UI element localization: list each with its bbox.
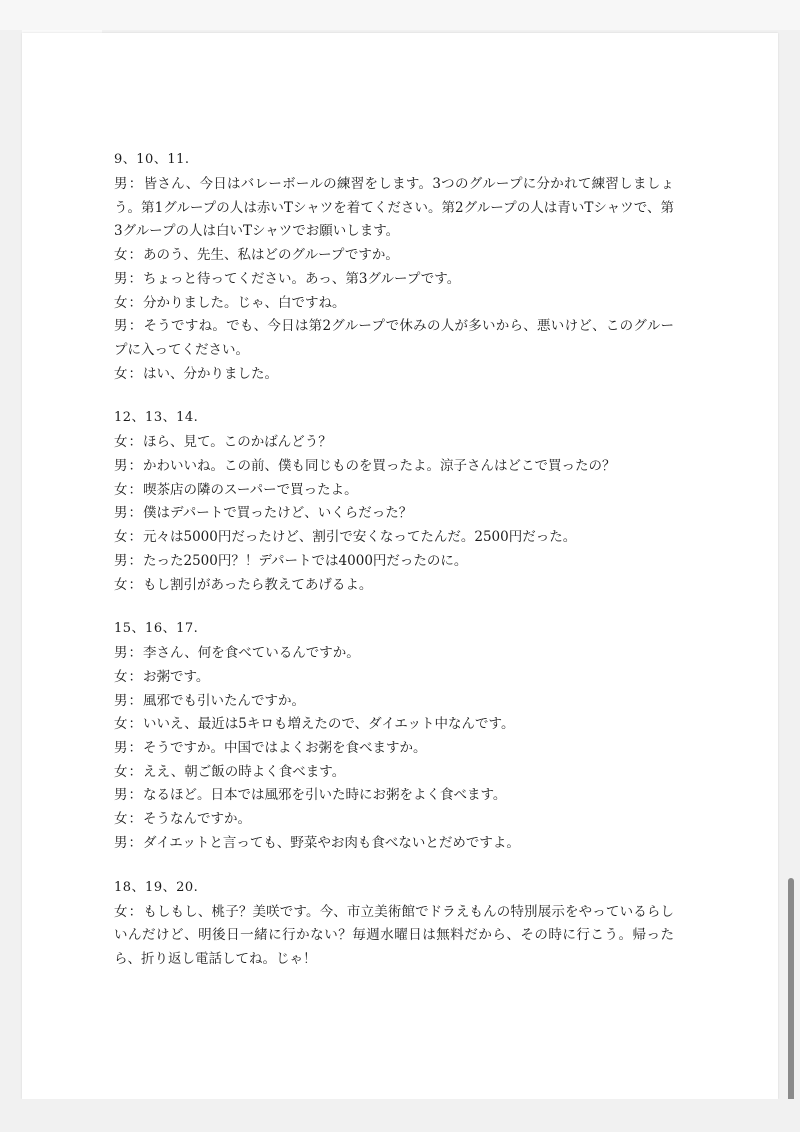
dialogue-line (114, 761, 674, 785)
speaker-separator: ： (128, 787, 142, 804)
dialogue-line (114, 502, 674, 526)
dialogue-text: たった2500円？！デパートでは4000円だったのに。 (143, 552, 468, 569)
dialogue-text: ほら、見て。このかばんどう？ (143, 434, 332, 451)
dialogue-text: ダイエットと言っても、野菜やお肉も食べないとだめですよ。 (143, 834, 520, 851)
section-number: 15、16、17. (114, 621, 199, 637)
dialogue-text: 喫茶店の隣のスーパーで買ったよ。 (143, 481, 358, 498)
dialogue-text: 風邪でも引いたんですか。 (143, 692, 305, 709)
section-number: 9、10、11. (114, 152, 190, 167)
dialogue-line (114, 901, 674, 972)
dialogue-text: もしもし、桃子？美咲です。今、市立美術館でドラえもんの特別展示をやっているらしいんだけど、明後日一緒に行かない？毎週水曜日は無料だから、その時に行こう。帰ったら、折り返し電話してね。じゃ！ (114, 903, 675, 967)
speaker-separator: ： (128, 763, 142, 780)
speaker-separator: ： (128, 247, 142, 264)
speaker-label: 女 (114, 716, 128, 733)
speaker-label: 男 (114, 505, 128, 522)
speaker-label: 男 (114, 787, 128, 804)
transcript-section (114, 619, 674, 855)
speaker-separator: ： (128, 576, 142, 593)
speaker-separator: ： (128, 692, 142, 709)
dialogue-line (114, 574, 674, 598)
dialogue-text: いいえ、最近は5キロも増えたので、ダイエット中なんです。 (143, 716, 515, 733)
dialogue-text: 元々は5000円だったけど、割引で安くなってたんだ。2500円だった。 (143, 529, 577, 546)
dialogue-line (114, 642, 674, 666)
speaker-label: 男 (114, 645, 128, 662)
speaker-separator: ： (128, 903, 143, 920)
speaker-separator: ： (128, 645, 142, 662)
viewer-bottom-area (0, 1099, 800, 1132)
dialogue-line (114, 315, 674, 362)
dialogue-line (114, 431, 674, 455)
dialogue-text: もし割引があったら教えてあげるよ。 (143, 576, 373, 593)
speaker-label: 女 (114, 434, 128, 451)
transcript-content (114, 150, 674, 994)
speaker-separator: ： (128, 716, 142, 733)
speaker-label: 男 (114, 692, 128, 709)
dialogue-text: 皆さん、今日はバレーボールの練習をします。3つのグループに分かれて練習しましょう。第1グループの人は赤いTシャツを着てください。第2グループの人は青いTシャツで、第3グループの人は白いTシャツでお願いします。 (114, 176, 675, 240)
dialogue-line (114, 292, 674, 316)
dialogue-text: かわいいね。この前、僕も同じものを買ったよ。涼子さんはどこで買ったの？ (143, 458, 616, 475)
speaker-label: 女 (114, 763, 128, 780)
speaker-separator: ： (128, 505, 142, 522)
speaker-label: 女 (114, 365, 128, 382)
speaker-label: 男 (114, 740, 128, 757)
speaker-separator: ： (128, 434, 142, 451)
dialogue-line (114, 832, 674, 856)
speaker-separator: ： (128, 811, 142, 828)
transcript-section (114, 878, 674, 972)
dialogue-text: なるほど。日本では風邪を引いた時にお粥をよく食べます。 (143, 787, 507, 804)
transcript-section (114, 150, 674, 386)
dialogue-text: そうですね。でも、今日は第2グループで休みの人が多いから、悪いけど、このグループに入ってください。 (114, 318, 674, 358)
dialogue-line (114, 363, 674, 387)
speaker-label: 男 (114, 458, 128, 475)
speaker-separator: ： (128, 668, 142, 685)
dialogue-line (114, 784, 674, 808)
dialogue-text: ええ、朝ご飯の時よく食べます。 (143, 763, 346, 780)
speaker-separator: ： (128, 365, 142, 382)
speaker-separator: ： (128, 270, 142, 287)
dialogue-text: あのう、先生、私はどのグループですか。 (143, 247, 399, 264)
dialogue-text: 分かりました。じゃ、白ですね。 (143, 294, 346, 311)
speaker-separator: ： (128, 481, 142, 498)
dialogue-line (114, 268, 674, 292)
dialogue-line (114, 808, 674, 832)
speaker-label: 男 (114, 552, 128, 569)
dialogue-line (114, 244, 674, 268)
speaker-label: 男 (114, 176, 128, 192)
speaker-label: 女 (114, 811, 128, 828)
speaker-label: 男 (114, 270, 128, 287)
section-number: 18、19、20. (114, 879, 199, 895)
speaker-label: 女 (114, 903, 128, 920)
speaker-separator: ： (128, 294, 142, 311)
dialogue-text: はい、分かりました。 (143, 365, 278, 382)
speaker-separator: ： (128, 529, 142, 546)
dialogue-line (114, 526, 674, 550)
speaker-separator: ： (128, 318, 143, 335)
speaker-separator: ： (128, 740, 142, 757)
dialogue-text: そうですか。中国ではよくお粥を食べますか。 (143, 740, 427, 757)
dialogue-line (114, 173, 674, 244)
speaker-label: 女 (114, 529, 128, 546)
scrollbar-thumb[interactable] (788, 878, 794, 1102)
speaker-label: 女 (114, 294, 128, 311)
speaker-label: 女 (114, 481, 128, 498)
dialogue-line (114, 479, 674, 503)
speaker-separator: ： (128, 834, 142, 851)
dialogue-line (114, 666, 674, 690)
dialogue-text: お粥です。 (143, 668, 210, 685)
transcript-section (114, 408, 674, 597)
dialogue-line (114, 713, 674, 737)
speaker-label: 女 (114, 668, 128, 685)
section-number: 12、13、14. (114, 410, 199, 426)
speaker-separator: ： (128, 176, 143, 192)
speaker-label: 男 (114, 318, 128, 335)
speaker-label: 男 (114, 834, 128, 851)
dialogue-line (114, 550, 674, 574)
speaker-separator: ： (128, 458, 142, 475)
speaker-label: 女 (114, 576, 128, 593)
speaker-label: 女 (114, 247, 128, 264)
dialogue-text: 僕はデパートで買ったけど、いくらだった？ (143, 505, 413, 522)
dialogue-text: ちょっと待ってください。あっ、第3グループです。 (143, 270, 461, 287)
dialogue-line (114, 455, 674, 479)
dialogue-text: そうなんですか。 (143, 811, 251, 828)
speaker-separator: ： (128, 552, 142, 569)
dialogue-line (114, 690, 674, 714)
viewer-top-bar (0, 0, 800, 30)
dialogue-line (114, 737, 674, 761)
dialogue-text: 李さん、何を食べているんですか。 (143, 645, 360, 662)
